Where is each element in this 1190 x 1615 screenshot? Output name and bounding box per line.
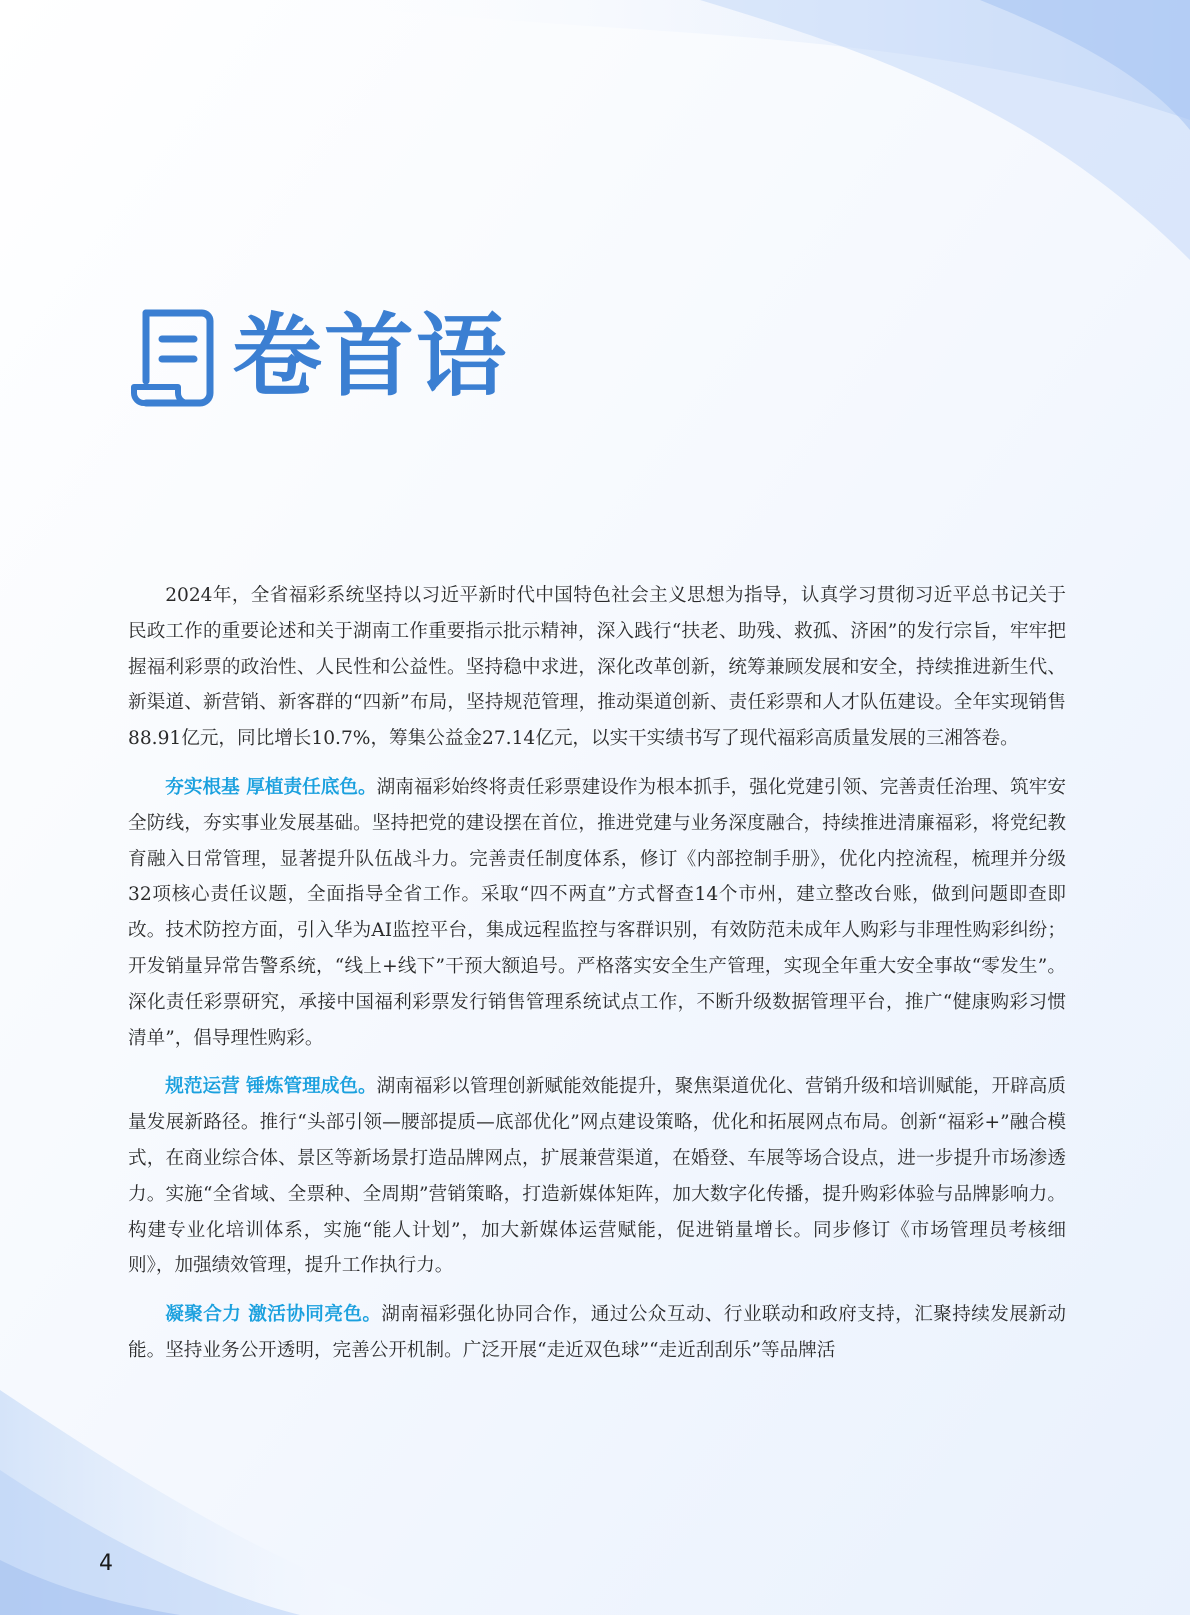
paragraph-cooperation xyxy=(128,1297,1066,1369)
paragraph-text: 湖南福彩始终将责任彩票建设作为根本抓手，强化党建引领、完善责任治理、筑牢安全防线，夯实事业发展基础。坚持把党的建设摆在首位，推进党建与业务深度融合，持续推进清廉福彩，将党纪教育融入日常管理，显著提升队伍战斗力。完善责任制度体系，修订《内部控制手册》，优化内控流程，梳理并分级32项核心责任议题，全面指导全省工作。采取“四不两直”方式督查14个市州，建立整改台账，做到问题即查即改。技术防控方面，引入华为AI监控平台，集成远程监控与客群识别，有效防范未成年人购彩与非理性购彩纠纷；开发销量异常告警系统，“线上+线下”干预大额追号。严格落实安全生产管理，实现全年重大安全事故“零发生”。深化责任彩票研究，承接中国福利彩票发行销售管理系统试点工作，不断升级数据管理平台，推广“健康购彩习惯清单”，倡导理性购彩。 xyxy=(128,776,1066,1049)
page-number: 4 xyxy=(99,1551,113,1576)
paragraph-lead: 夯实根基 厚植责任底色。 xyxy=(165,776,377,798)
paragraph-text: 2024年，全省福彩系统坚持以习近平新时代中国特色社会主义思想为指导，认真学习贯彻习近平总书记关于民政工作的重要论述和关于湖南工作重要指示批示精神，深入践行“扶老、助残、救孤、济困”的发行宗旨，牢牢把握福利彩票的政治性、人民性和公益性。坚持稳中求进，深化改革创新，统筹兼顾发展和安全，持续推进新生代、新渠道、新营销、新客群的“四新”布局，坚持规范管理，推动渠道创新、责任彩票和人才队伍建设。全年实现销售88.91亿元，同比增长10.7%，筹集公益金27.14亿元，以实干实绩书写了现代福彩高质量发展的三湘答卷。 xyxy=(128,585,1066,750)
paragraph-intro xyxy=(128,578,1066,757)
article-body xyxy=(128,578,1066,1382)
paragraph-management xyxy=(128,1069,1066,1284)
paragraph-text: 湖南福彩以管理创新赋能效能提升，聚焦渠道优化、营销升级和培训赋能，开辟高质量发展新路径。推行“头部引领—腰部提质—底部优化”网点建设策略，优化和拓展网点布局。创新“福彩+”融合模式，在商业综合体、景区等新场景打造品牌网点，扩展兼营渠道，在婚登、车展等场合设点，进一步提升市场渗透力。实施“全省域、全票种、全周期”营销策略，打造新媒体矩阵，加大数字化传播，提升购彩体验与品牌影响力。构建专业化培训体系，实施“能人计划”，加大新媒体运营赋能，促进销量增长。同步修订《市场管理员考核细则》，加强绩效管理，提升工作执行力。 xyxy=(128,1076,1066,1277)
paragraph-responsibility xyxy=(128,770,1066,1056)
paragraph-lead: 凝聚合力 激活协同亮色。 xyxy=(165,1304,382,1326)
page-title xyxy=(128,305,508,409)
paragraph-text: 湖南福彩强化协同合作，通过公众互动、行业联动和政府支持，汇聚持续发展新动能。坚持业务公开透明，完善公开机制。广泛开展“走近双色球”“走近刮刮乐”等品牌活 xyxy=(128,1304,1066,1361)
document-scroll-icon xyxy=(128,305,218,409)
paragraph-lead: 规范运营 锤炼管理成色。 xyxy=(165,1076,377,1098)
title-text: 卷首语 xyxy=(232,304,508,409)
